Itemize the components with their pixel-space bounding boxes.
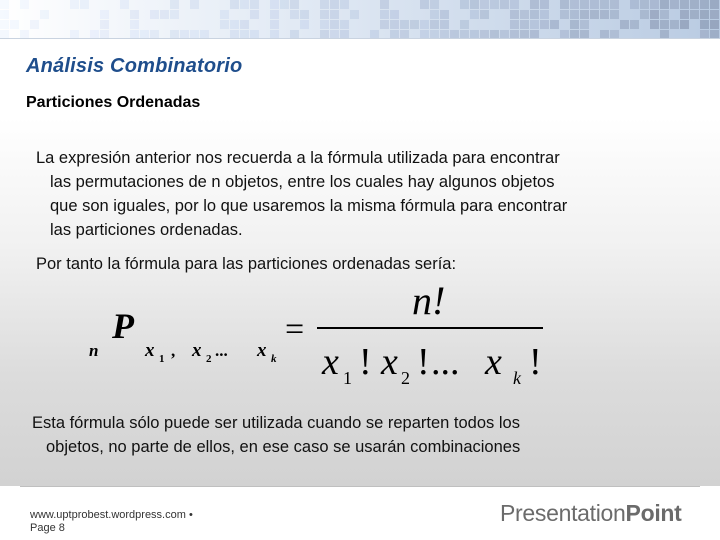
mosaic-tile <box>570 20 579 29</box>
mosaic-tile <box>430 0 439 9</box>
mosaic-tile <box>700 0 709 9</box>
formula-numerator: n! <box>412 278 446 323</box>
mosaic-tile <box>340 0 349 9</box>
mosaic-tile <box>0 0 9 9</box>
paragraph-line: que son iguales, por lo que usaremos la misma fórmula para encontrar <box>50 197 568 215</box>
mosaic-tile <box>640 0 649 9</box>
mosaic-tile <box>460 0 469 9</box>
mosaic-tile <box>200 30 209 38</box>
mosaic-tile <box>420 0 429 9</box>
mosaic-tile <box>270 20 279 29</box>
mosaic-tile <box>100 10 109 19</box>
mosaic-tile <box>620 20 629 29</box>
presentationpoint-logo <box>500 500 682 527</box>
mosaic-tile <box>680 10 689 19</box>
mosaic-tile <box>530 20 539 29</box>
mosaic-tile <box>480 30 489 38</box>
mosaic-tile <box>420 20 429 29</box>
formula-sub-k: k <box>271 353 277 365</box>
paragraph-intro <box>36 146 696 242</box>
mosaic-tile <box>390 20 399 29</box>
header-divider <box>0 38 720 39</box>
mosaic-tile <box>10 20 19 29</box>
mosaic-tile <box>230 20 239 29</box>
mosaic-tile <box>130 20 139 29</box>
mosaic-tile <box>580 10 589 19</box>
mosaic-tile <box>470 30 479 38</box>
formula-den-x1: x <box>322 341 339 383</box>
mosaic-tile <box>320 0 329 9</box>
mosaic-tile <box>540 20 549 29</box>
mosaic-tile <box>710 10 719 19</box>
formula-den-x2: x <box>381 341 398 383</box>
mosaic-tile <box>120 0 129 9</box>
mosaic-tile <box>670 20 679 29</box>
mosaic-tile <box>320 10 329 19</box>
logo-text-point: Point <box>625 500 682 526</box>
mosaic-tile <box>660 10 669 19</box>
mosaic-tile <box>280 0 289 9</box>
mosaic-tile <box>590 0 599 9</box>
mosaic-tile <box>20 0 29 9</box>
formula-den-xk: x <box>485 341 502 383</box>
mosaic-tile <box>130 10 139 19</box>
paragraph-conclusion <box>32 411 692 459</box>
mosaic-tile <box>530 30 539 38</box>
mosaic-tile <box>520 10 529 19</box>
mosaic-tile <box>380 0 389 9</box>
mosaic-tile <box>290 0 299 9</box>
mosaic-tile <box>330 0 339 9</box>
mosaic-tile <box>320 30 329 38</box>
mosaic-tile <box>470 0 479 9</box>
footer-page-number: Page 8 <box>30 522 65 534</box>
mosaic-tile <box>490 0 499 9</box>
mosaic-tile <box>20 30 29 38</box>
mosaic-tile <box>400 20 409 29</box>
mosaic-tile <box>530 10 539 19</box>
footer-divider <box>20 486 700 487</box>
mosaic-tile <box>180 30 189 38</box>
formula-den-bang2: ! <box>417 341 430 383</box>
formula-left-prefix: n <box>89 341 99 360</box>
mosaic-tile <box>170 0 179 9</box>
mosaic-tile <box>350 10 359 19</box>
mosaic-tile <box>510 10 519 19</box>
mosaic-tile <box>270 0 279 9</box>
mosaic-tile <box>170 30 179 38</box>
mosaic-tile <box>340 30 349 38</box>
mosaic-tile <box>540 0 549 9</box>
footer-url[interactable]: www.uptprobest.wordpress.com <box>30 509 186 521</box>
formula-sub-xk: x <box>257 340 267 361</box>
mosaic-tile <box>660 20 669 29</box>
formula-equals: = <box>285 311 305 348</box>
mosaic-tile <box>650 0 659 9</box>
mosaic-tile <box>410 20 419 29</box>
mosaic-tile <box>650 10 659 19</box>
slide-subtitle: Particiones Ordenadas <box>26 94 201 111</box>
mosaic-tile <box>250 0 259 9</box>
mosaic-tile <box>540 10 549 19</box>
logo-text-presentation: Presentation <box>500 500 626 526</box>
formula-left-symbol: P <box>112 306 134 346</box>
paragraph-line: las particiones ordenadas. <box>50 221 243 239</box>
mosaic-tile <box>150 30 159 38</box>
mosaic-tile <box>550 20 559 29</box>
formula-den-bang1: ! <box>359 341 372 383</box>
mosaic-tile <box>250 10 259 19</box>
mosaic-tile <box>690 0 699 9</box>
mosaic-tile <box>520 30 529 38</box>
mosaic-tile <box>510 30 519 38</box>
footer-info <box>30 509 193 535</box>
paragraph-line: objetos, no parte de ellos, en ese caso se usarán combinaciones <box>46 438 521 456</box>
mosaic-tile <box>640 10 649 19</box>
mosaic-tile <box>590 10 599 19</box>
mosaic-tile <box>100 20 109 29</box>
mosaic-tile <box>140 30 149 38</box>
mosaic-tile <box>610 10 619 19</box>
mosaic-tile <box>190 0 199 9</box>
mosaic-tile <box>220 10 229 19</box>
formula-den-bangk: ! <box>529 341 542 383</box>
mosaic-tile <box>490 30 499 38</box>
mosaic-tile <box>150 10 159 19</box>
mosaic-tile <box>450 30 459 38</box>
formula-sub-2: 2 <box>206 353 212 365</box>
mosaic-tile <box>510 20 519 29</box>
mosaic-tile <box>240 30 249 38</box>
mosaic-tile <box>700 10 709 19</box>
mosaic-tile <box>460 30 469 38</box>
mosaic-tile <box>230 0 239 9</box>
mosaic-tile <box>330 10 339 19</box>
mosaic-tile <box>0 20 9 29</box>
mosaic-tile <box>240 0 249 9</box>
formula-den-ellipsis: ... <box>431 341 460 383</box>
mosaic-tile <box>570 10 579 19</box>
mosaic-tile <box>230 30 239 38</box>
paragraph-line: La expresión anterior nos recuerda a la fórmula utilizada para encontrar <box>36 149 560 167</box>
mosaic-tile <box>600 10 609 19</box>
mosaic-tile <box>460 20 469 29</box>
mosaic-tile <box>710 20 719 29</box>
mosaic-tile <box>30 20 39 29</box>
mosaic-tile <box>160 10 169 19</box>
mosaic-tile <box>100 30 109 38</box>
mosaic-tile <box>270 30 279 38</box>
formula-sub-1: 1 <box>159 353 165 365</box>
mosaic-tile <box>130 30 139 38</box>
mosaic-tile <box>580 20 589 29</box>
mosaic-tile <box>0 30 9 38</box>
mosaic-tile <box>290 30 299 38</box>
mosaic-tile <box>650 20 659 29</box>
mosaic-tile <box>520 20 529 29</box>
mosaic-tile <box>580 30 589 38</box>
mosaic-tile <box>320 20 329 29</box>
mosaic-tile <box>530 0 539 9</box>
mosaic-tile <box>340 20 349 29</box>
mosaic-tile <box>710 30 719 38</box>
mosaic-tile <box>90 30 99 38</box>
mosaic-tile <box>70 0 79 9</box>
mosaic-tile <box>570 30 579 38</box>
mosaic-tile <box>390 10 399 19</box>
mosaic-tile <box>480 0 489 9</box>
mosaic-tile <box>610 0 619 9</box>
mosaic-tile <box>710 0 719 9</box>
formula-den-2: 2 <box>401 368 410 388</box>
mosaic-tile <box>0 10 9 19</box>
mosaic-tile <box>330 30 339 38</box>
mosaic-tile <box>570 0 579 9</box>
mosaic-tile <box>510 0 519 9</box>
mosaic-tile <box>40 10 49 19</box>
mosaic-tile <box>420 30 429 38</box>
mosaic-tile <box>560 10 569 19</box>
mosaic-tile <box>80 0 89 9</box>
mosaic-tile <box>270 10 279 19</box>
mosaic-tile <box>610 30 619 38</box>
formula-sub-x1: x <box>145 340 155 361</box>
mosaic-tile <box>560 30 569 38</box>
mosaic-tile <box>670 0 679 9</box>
formula-sub-dots: ... <box>215 341 228 360</box>
footer-bullet: • <box>188 509 193 521</box>
mosaic-tile <box>630 20 639 29</box>
mosaic-tile <box>700 30 709 38</box>
formula-den-k: k <box>513 368 521 388</box>
mosaic-tile <box>600 0 609 9</box>
paragraph-line: las permutaciones de n objetos, entre los cuales hay algunos objetos <box>50 173 555 191</box>
mosaic-tile <box>660 30 669 38</box>
mosaic-tile <box>370 30 379 38</box>
mosaic-tile <box>470 10 479 19</box>
mosaic-tile <box>580 0 589 9</box>
mosaic-tile <box>330 20 339 29</box>
mosaic-tile <box>220 20 229 29</box>
mosaic-tile <box>240 20 249 29</box>
mosaic-tile <box>70 30 79 38</box>
mosaic-tile <box>290 10 299 19</box>
mosaic-tile <box>680 20 689 29</box>
mosaic-tile <box>600 30 609 38</box>
mosaic-tile <box>170 10 179 19</box>
paragraph-line: Esta fórmula sólo puede ser utilizada cuando se reparten todos los <box>32 414 520 432</box>
paragraph-formula-intro: Por tanto la fórmula para las particiones ordenadas sería: <box>36 255 457 273</box>
mosaic-tile <box>300 10 309 19</box>
partition-formula <box>85 278 565 398</box>
mosaic-tile <box>560 0 569 9</box>
mosaic-tile <box>400 30 409 38</box>
mosaic-tile <box>430 30 439 38</box>
mosaic-tile <box>440 10 449 19</box>
mosaic-tile <box>430 10 439 19</box>
slide-title: Análisis Combinatorio <box>26 55 243 77</box>
mosaic-tile <box>660 0 669 9</box>
mosaic-tile <box>380 20 389 29</box>
mosaic-tile <box>690 10 699 19</box>
mosaic-tile <box>680 0 689 9</box>
mosaic-tile <box>500 30 509 38</box>
mosaic-tile <box>440 20 449 29</box>
mosaic-tile <box>250 30 259 38</box>
formula-sub-x2: x <box>192 340 202 361</box>
mosaic-tile <box>500 0 509 9</box>
mosaic-tile <box>390 30 399 38</box>
header-mosaic-banner <box>0 0 720 38</box>
mosaic-tile <box>190 30 199 38</box>
mosaic-tile <box>630 0 639 9</box>
mosaic-tile <box>480 10 489 19</box>
mosaic-tile <box>440 30 449 38</box>
formula-sep: , <box>171 341 176 360</box>
mosaic-tile <box>700 20 709 29</box>
mosaic-tile <box>380 10 389 19</box>
mosaic-tile <box>300 20 309 29</box>
formula-fraction-bar <box>317 327 543 329</box>
formula-den-1: 1 <box>343 368 352 388</box>
mosaic-tile <box>430 20 439 29</box>
